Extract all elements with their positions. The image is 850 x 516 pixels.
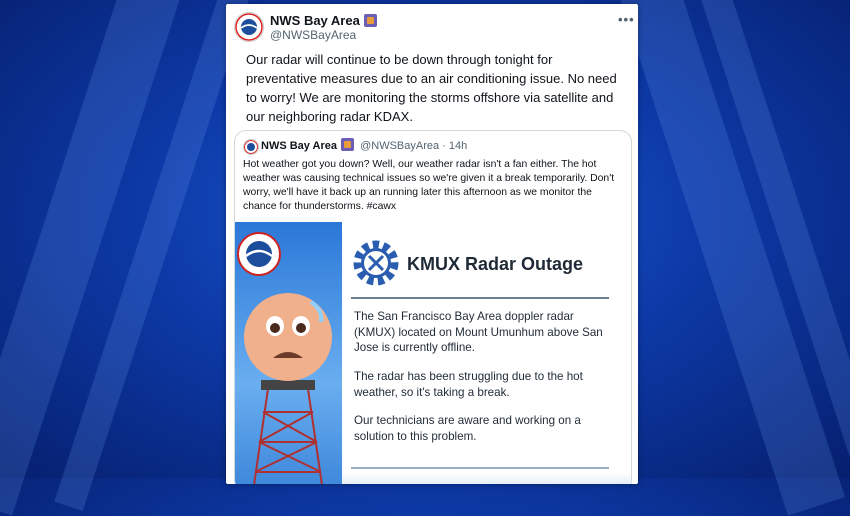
verified-org-badge-icon [341, 138, 354, 151]
quoted-tweet[interactable] [234, 130, 632, 484]
radar-tower-illustration [235, 222, 342, 484]
quoted-age: · 14h [442, 140, 468, 152]
poster-paragraph-1: The San Francisco Bay Area doppler radar (KMUX) located on Mount Umunhum above San Jose is currently offline. [354, 310, 603, 354]
radar-tower-photo [235, 222, 342, 484]
poster-divider [351, 297, 609, 299]
poster-paragraph-2: The radar has been struggling due to the hot weather, so it's taking a break. [354, 370, 583, 399]
tweet-body: Our radar will continue to be down through tonight for preventative measures due to an air conditioning issue. No need to worry! We are monitoring the storms offshore via satellite and our neighboring radar KDAX. [246, 52, 617, 124]
verified-org-badge-icon [364, 14, 377, 27]
poster-paragraph-3: Our technicians are aware and working on a solution to this problem. [354, 414, 581, 443]
quoted-header [261, 138, 467, 152]
nws-logo-icon [235, 13, 263, 41]
poster-divider [351, 467, 609, 469]
nws-avatar[interactable] [234, 12, 264, 42]
quoted-handle[interactable]: @NWSBayArea [360, 140, 440, 152]
quoted-body: Hot weather got you down? Well, our weather radar isn't a fan either. The hot weather was causing technical issues so we're given it a break temporarily. Don't worry, we'll have it back up an running later this afternoon as we monitor the chance for thunderstorms. #cawx [243, 159, 615, 212]
nws-logo-icon [244, 140, 258, 154]
outage-poster-image[interactable] [235, 222, 632, 484]
quoted-avatar[interactable] [243, 139, 259, 155]
author-name-text: NWS Bay Area [270, 13, 360, 28]
tweet-author-handle[interactable]: @NWSBayArea [270, 28, 357, 42]
gear-wrench-icon [352, 239, 400, 287]
tweet-card[interactable] [226, 4, 638, 484]
more-dots-icon[interactable]: ••• [618, 12, 635, 27]
poster-footer-band [342, 473, 632, 484]
quoted-author-name[interactable]: NWS Bay Area [261, 140, 338, 152]
tweet-author-name[interactable] [270, 13, 377, 28]
poster-title: KMUX Radar Outage [407, 254, 584, 274]
